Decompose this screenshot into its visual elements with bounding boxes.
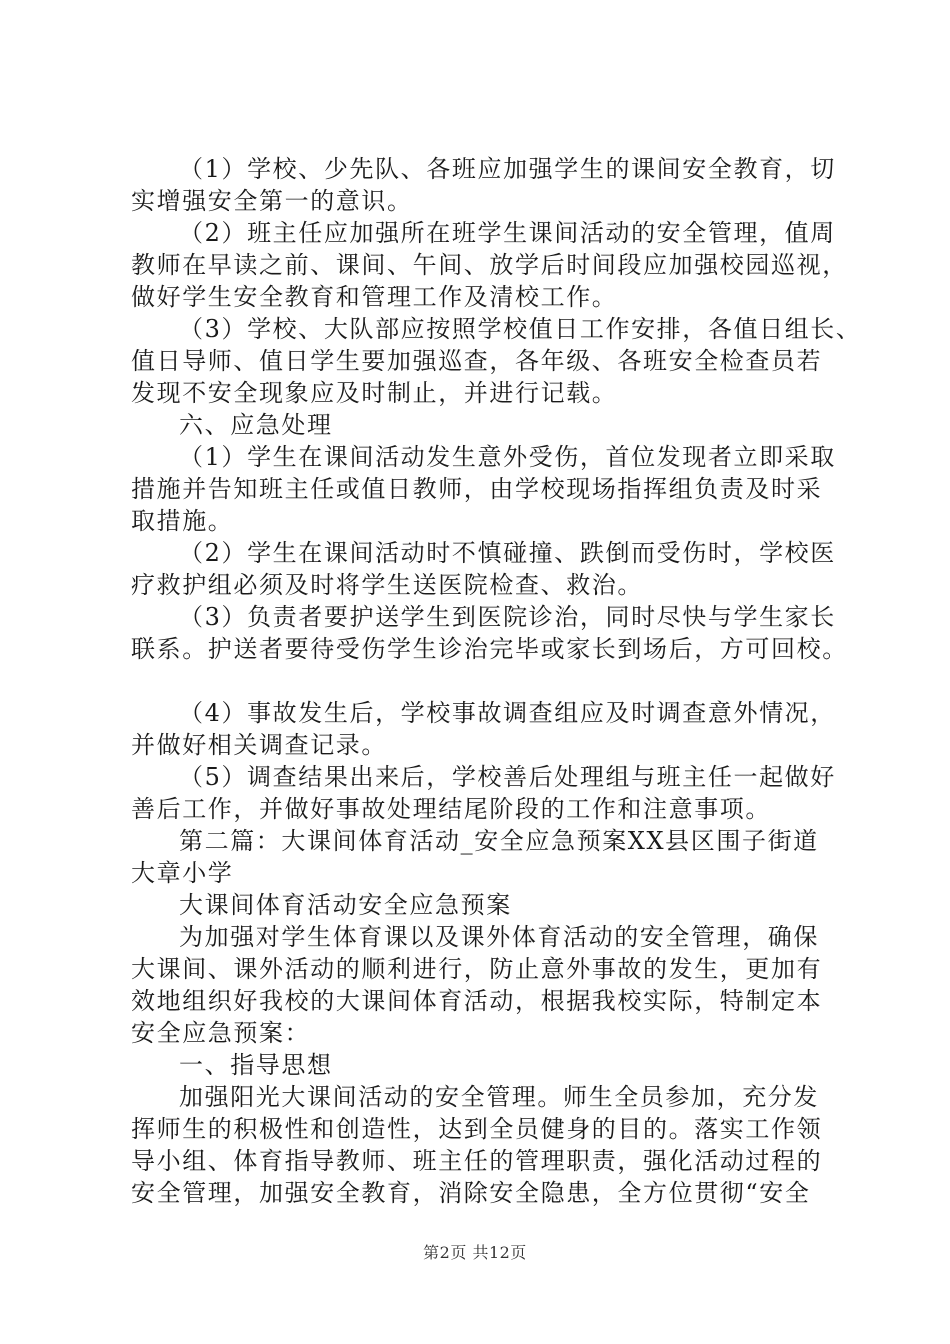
text-line: 疗救护组必须及时将学生送医院检查、救治。: [131, 571, 643, 599]
text-line: （3）学校、大队部应按照学校值日工作安排，各值日组长、: [179, 315, 862, 343]
text-line: 教师在早读之前、课间、午间、放学后时间段应加强校园巡视，: [131, 251, 848, 279]
text-line: （2）班主任应加强所在班学生课间活动的安全管理，值周: [179, 219, 836, 247]
document-body: [131, 153, 862, 1209]
text-line: 发现不安全现象应及时制止，并进行记载。: [131, 379, 618, 407]
page-number: 第2页 共12页: [423, 1243, 527, 1262]
blank-line: [131, 665, 851, 697]
chapter-heading: 大章小学: [131, 859, 234, 887]
chapter-heading: 第二篇：大课间体育活动_安全应急预案XX县区围子街道: [179, 827, 819, 855]
text-line: 加强阳光大课间活动的安全管理。师生全员参加，充分发: [179, 1083, 819, 1111]
text-line: 并做好相关调查记录。: [131, 731, 387, 759]
text-line: 措施并告知班主任或值日教师，由学校现场指挥组负责及时采: [131, 475, 823, 503]
text-line: （3）负责者要护送学生到医院诊治，同时尽快与学生家长: [179, 603, 836, 631]
text-line: 效地组织好我校的大课间体育活动，根据我校实际，特制定本: [131, 987, 823, 1015]
text-line: （4）事故发生后，学校事故调查组应及时调查意外情况，: [179, 699, 836, 727]
text-line: 安全应急预案：: [131, 1019, 311, 1047]
section-heading: 一、指导思想: [179, 1051, 333, 1079]
text-line: （1）学生在课间活动发生意外受伤，首位发现者立即采取: [179, 443, 836, 471]
section-heading: 大课间体育活动安全应急预案: [179, 891, 512, 919]
text-line: 导小组、体育指导教师、班主任的管理职责，强化活动过程的: [131, 1147, 823, 1175]
text-line: 善后工作，并做好事故处理结尾阶段的工作和注意事项。: [131, 795, 771, 823]
text-line: 取措施。: [131, 507, 234, 535]
text-line: 联系。护送者要待受伤学生诊治完毕或家长到场后，方可回校。: [131, 635, 848, 663]
text-line: 实增强安全第一的意识。: [131, 187, 413, 215]
text-line: 安全管理，加强安全教育，消除安全隐患，全方位贯彻“安全: [131, 1179, 811, 1207]
text-line: 大课间、课外活动的顺利进行，防止意外事故的发生，更加有: [131, 955, 823, 983]
text-line: 值日导师、值日学生要加强巡查，各年级、各班安全检查员若: [131, 347, 823, 375]
text-line: 为加强对学生体育课以及课外体育活动的安全管理，确保: [179, 923, 819, 951]
section-heading: 六、应急处理: [179, 411, 333, 439]
text-line: （1）学校、少先队、各班应加强学生的课间安全教育，切: [179, 155, 836, 183]
text-line: （5）调查结果出来后，学校善后处理组与班主任一起做好: [179, 763, 836, 791]
text-line: 做好学生安全教育和管理工作及清校工作。: [131, 283, 618, 311]
text-line: （2）学生在课间活动时不慎碰撞、跌倒而受伤时，学校医: [179, 539, 836, 567]
text-line: 挥师生的积极性和创造性，达到全员健身的目的。落实工作领: [131, 1115, 823, 1143]
